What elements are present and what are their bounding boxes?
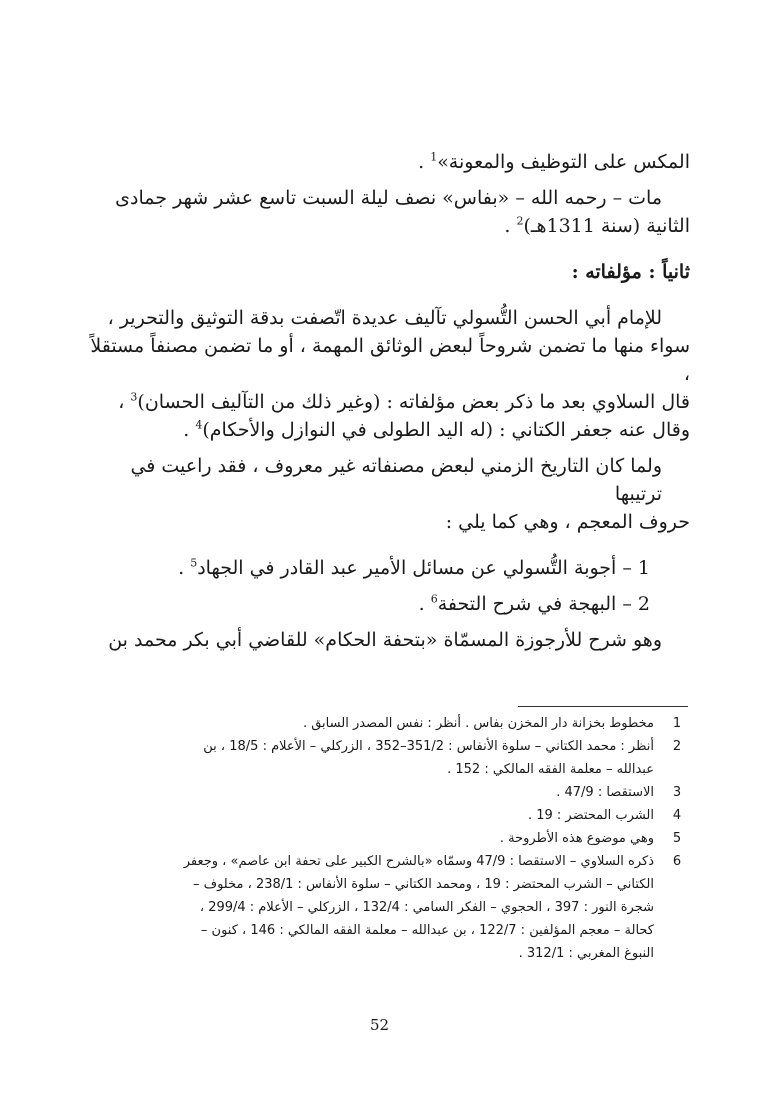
footnote-line: شجرة النور : 397 ، الحجوي – الفكر السامي : 132/4 ، الزركلي – الأعلام : 299/4 ، bbox=[199, 900, 654, 915]
paragraph-3-line-3 bbox=[80, 388, 690, 416]
footnotes bbox=[80, 712, 690, 965]
footnote-ref[interactable]: 1 bbox=[430, 150, 438, 164]
footnote-line: أنظر : محمد الكتاني – سلوة الأنفاس : 351/2–352 ، الزركلي – الأعلام : 18/5 ، بن bbox=[203, 739, 654, 754]
text-end: . bbox=[183, 419, 196, 441]
footnote-text bbox=[80, 735, 664, 781]
list-item-1 bbox=[80, 554, 690, 582]
text-end: . bbox=[418, 151, 431, 173]
footnote-ref[interactable]: 3 bbox=[130, 390, 138, 404]
text-line: المكس على التوظيف والمعونة» bbox=[437, 151, 690, 173]
footnote-number: 5 bbox=[672, 831, 682, 846]
paragraph-3-line-4 bbox=[80, 416, 690, 444]
text-end: . bbox=[178, 557, 191, 579]
paragraph-2-line-1 bbox=[80, 184, 690, 212]
footnote-ref[interactable]: 5 bbox=[190, 556, 198, 570]
text-line: 2 – البهجة في شرح التحفة bbox=[437, 593, 650, 615]
footnote-number: 3 bbox=[672, 785, 682, 800]
text-line: قال السلاوي بعد ما ذكر بعض مؤلفاته : (وغير ذلك من التآليف الحسان) bbox=[137, 391, 690, 413]
text-end: . bbox=[504, 215, 517, 237]
section-heading: ثانياً : مؤلفاته : bbox=[571, 261, 690, 283]
text-line: 1 – أجوبة التُّسولي عن مسائل الأمير عبد القادر في الجهاد bbox=[197, 557, 650, 579]
footnote-line: كحالة – معجم المؤلفين : 122/7 ، بن عبدالله – معلمة الفقه المالكي : 146 ، كنون – bbox=[200, 923, 654, 938]
footnote-6 bbox=[80, 850, 690, 965]
footnote-line: الشرب المحتضر : 19 . bbox=[527, 808, 654, 823]
footnote-1 bbox=[80, 712, 690, 735]
list-item-2 bbox=[80, 590, 690, 618]
footnote-text bbox=[80, 804, 664, 827]
text-line: سواء منها ما تضمن شروحاً لبعض الوثائق المهمة ، أو ما تضمن مصنفاً مستقلاً ، bbox=[90, 335, 690, 385]
text-line: الثانية (سنة 1311هـ) bbox=[523, 215, 690, 237]
footnote-ref[interactable]: 2 bbox=[516, 214, 524, 228]
text-line: مات – رحمه الله – «بفاس» نصف ليلة السبت تاسع عشر شهر جمادى bbox=[115, 187, 662, 209]
footnote-ref[interactable]: 6 bbox=[430, 592, 438, 606]
footnote-4 bbox=[80, 804, 690, 827]
footnote-5 bbox=[80, 827, 690, 850]
text-end: ، bbox=[118, 391, 131, 413]
text-end: . bbox=[418, 593, 431, 615]
footnote-line: مخطوط بخزانة دار المخزن بفاس . أنظر : نفس المصدر السابق . bbox=[302, 716, 654, 731]
text-line: للإمام أبي الحسن التُّسولي تآليف عديدة اتّصفت بدقة التوثيق والتحرير ، bbox=[107, 307, 662, 329]
footnote-line: ذكره السلاوي – الاستقصا : 47/9 وسمّاه «بالشرح الكبير على تحفة ابن عاصم» ، وجعفر bbox=[183, 854, 654, 869]
text-line: وهو شرح للأرجوزة المسمّاة «بتحفة الحكام» للقاضي أبي بكر محمد بن bbox=[108, 629, 662, 651]
paragraph-3-line-1 bbox=[80, 304, 690, 332]
footnote-2 bbox=[80, 735, 690, 781]
footnote-number: 6 bbox=[672, 854, 682, 869]
text-line: حروف المعجم ، وهي كما يلي : bbox=[445, 511, 690, 533]
paragraph-3-line-2 bbox=[80, 332, 690, 388]
footnote-text bbox=[80, 827, 664, 850]
footnote-line: الكتاني – الشرب المحتضر : 19 ، ومحمد الكتاني – سلوة الأنفاس : 238/1 ، مخلوف – bbox=[192, 877, 654, 892]
footnote-line: عبدالله – معلمة الفقه المالكي : 152 . bbox=[447, 762, 654, 777]
text-line: ولما كان التاريخ الزمني لبعض مصنفاته غير معروف ، فقد راعيت في ترتيبها bbox=[130, 455, 662, 505]
footnote-separator bbox=[518, 706, 688, 707]
footnote-number: 1 bbox=[672, 716, 682, 731]
footnote-line: وهي موضوع هذه الأطروحة . bbox=[499, 831, 654, 846]
footnote-3 bbox=[80, 781, 690, 804]
footnote-ref[interactable]: 4 bbox=[195, 418, 203, 432]
footnote-number: 2 bbox=[672, 739, 682, 754]
text-line: وقال عنه جعفر الكتاني : (له اليد الطولى في النوازل والأحكام) bbox=[202, 419, 690, 441]
paragraph-4-line-1 bbox=[80, 452, 690, 508]
footnote-number: 4 bbox=[672, 808, 682, 823]
paragraph-2-line-2 bbox=[80, 212, 690, 240]
footnote-text bbox=[80, 712, 664, 735]
footnote-text bbox=[80, 850, 664, 965]
paragraph-4-line-2 bbox=[80, 508, 690, 536]
footnote-line: الاستقصا : 47/9 . bbox=[556, 785, 654, 800]
page-number: 52 bbox=[369, 1016, 390, 1034]
paragraph-5 bbox=[80, 626, 690, 654]
footnote-line: النبوغ المغربي : 312/1 . bbox=[518, 946, 654, 961]
main-text bbox=[80, 148, 690, 654]
footnote-text bbox=[80, 781, 664, 804]
paragraph-1 bbox=[80, 148, 690, 176]
